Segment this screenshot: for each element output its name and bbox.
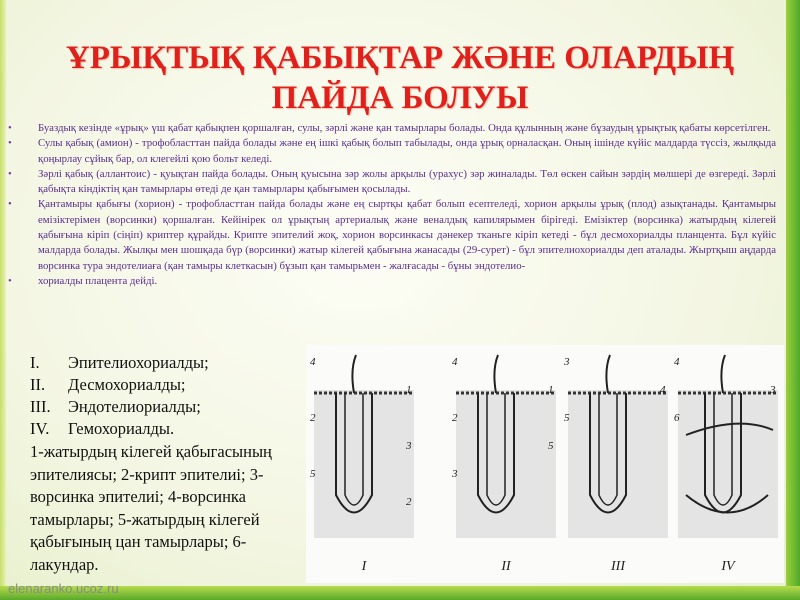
bullet-list (8, 121, 776, 289)
list-item (30, 374, 310, 396)
bullet-icon: • (8, 274, 12, 287)
bullet-item (8, 136, 776, 167)
callout-number: 5 (310, 468, 316, 480)
panel-label: II (501, 559, 511, 574)
callout-number: 3 (564, 356, 570, 368)
bottom-decor-bar (0, 586, 800, 600)
panel-label: I (361, 559, 367, 574)
callout-number: 3 (406, 440, 412, 452)
bullet-text: Буаздық кезінде «ұрық» үш қабат қабықпен қоршалған, сулы, зәрлі және қан тамырлары болады. Онда құлынның және бұзаудың ұрықтық қабаты көрсетілген. (38, 122, 771, 134)
list-label: Эпителиохориалды; (68, 353, 209, 372)
panel-label: III (611, 559, 625, 574)
panel-label: IV (721, 559, 735, 574)
list-number: I. (30, 353, 40, 372)
bullet-text: Қантамыры қабығы (хорион) - трофобласттан пайда болады және ең сыртқы қабат болып есептеледі, хорион арқылы ұрық (плод) азықтанады. Қантамыры емізіктерімен (ворсинки) қоршалған. Кейінірек ол ұрықтың артериалық және веналдық капилярымен бірігеді. Емізіктер (ворсинка) жатырдың кілегей қабығына кіріп (сіңіп) криптер құрайды. Криптe эпителий жоқ, хорион ворсинкасы дәнекер тканьге кіріп кетеді - бұл десмохориалды планцента. Бұл күйіс малдарда болады. Жылқы мен шошқада бүр (ворсинки) жатыр кілегей қабығына жанасады (29-сурет) - бұл эпителиохориалды деп аталады. Жыртқыш аңдарда ворсинка тура эндотелиаға (қан тамыры клеткасын) бұзып қан тамырьмен - жалғасады - бұны эндотелио- (38, 198, 776, 272)
tissue-block (568, 390, 668, 538)
callout-number: 1 (548, 384, 554, 396)
list-item (30, 396, 310, 418)
tissue-block (314, 390, 414, 538)
bullet-item (8, 274, 776, 289)
vessel-line (606, 355, 610, 393)
list-label: Гемохориалды. (68, 419, 175, 438)
tissue-block (456, 390, 556, 538)
callout-number: 3 (452, 468, 458, 480)
right-decor-bar (786, 0, 800, 600)
callout-number: 4 (452, 356, 458, 368)
bullet-item (8, 197, 776, 273)
callout-number: 4 (660, 384, 666, 396)
slide-title: ҰРЫҚТЫҚ ҚАБЫҚТАР ЖӘНЕ ОЛАРДЫҢ ПАЙДА БОЛУЫ (65, 40, 735, 116)
vessel-line (494, 355, 498, 393)
footer-url: elenaranko.ucoz.ru (8, 581, 119, 596)
bullet-icon: • (8, 167, 12, 180)
bullet-icon: • (8, 122, 12, 134)
bullet-text: хориалды плацента дейді. (38, 274, 158, 287)
callout-number: 2 (452, 412, 458, 424)
bullet-text: Сулы қабық (амион) - трофобласттан пайда болады және ең ішкі қабық болып табылады, онда ұрық орналасқан. Оның ішінде күйіс малдарда түссіз, жылқыда қоңырлау сұйық бар, ол клегейлі қою больт келеді. (38, 137, 776, 165)
callout-number: 5 (548, 440, 554, 452)
figure-legend: 1-жатырдың кілегей қабыгасының эпителиясы; 2-крипт эпителиі; 3-ворсинка эпителиі; 4-ворсинка тамырлары; 5-жатырдың кілегей қабығының цан тамырлары; 6-лакундар. (30, 442, 272, 574)
left-decor-bar (0, 0, 6, 600)
list-label: Эндотелиориалды; (68, 397, 201, 416)
callout-number: 2 (406, 496, 412, 508)
placenta-figure (306, 345, 784, 583)
bullet-icon: • (8, 198, 12, 211)
callout-number: 1 (406, 384, 412, 396)
list-number: IV. (30, 419, 50, 438)
callout-number: 4 (674, 356, 680, 368)
bullet-text: Зәрлі қабық (аллантоис) - қуықтан пайда болады. Оның қуысына зәр жолы арқылы (урахус) зәр жиналады. Төл өскен сайын зәрдің мөлшері де өзгереді. Зәрлі қабықта кіндіктің қан тамырлары өтеді де қан тамырлары қабығымен қосылады. (38, 167, 776, 196)
callout-number: 6 (674, 412, 680, 424)
callout-number: 2 (310, 412, 316, 424)
callout-number: 3 (770, 384, 776, 396)
list-item (30, 352, 310, 374)
vessel-line (721, 355, 725, 393)
bullet-item (8, 121, 776, 136)
placenta-types-list (30, 352, 310, 440)
tissue-block (678, 390, 778, 538)
list-number: II. (30, 375, 46, 394)
bullet-icon: • (8, 137, 12, 150)
placenta-diagram (306, 345, 784, 583)
callout-number: 4 (310, 356, 316, 368)
list-number: III. (30, 397, 51, 416)
list-label: Десмохориалды; (68, 375, 186, 394)
callout-number: 5 (564, 412, 570, 424)
list-item (30, 418, 310, 440)
vessel-line (352, 355, 356, 393)
bullet-item (8, 167, 776, 198)
